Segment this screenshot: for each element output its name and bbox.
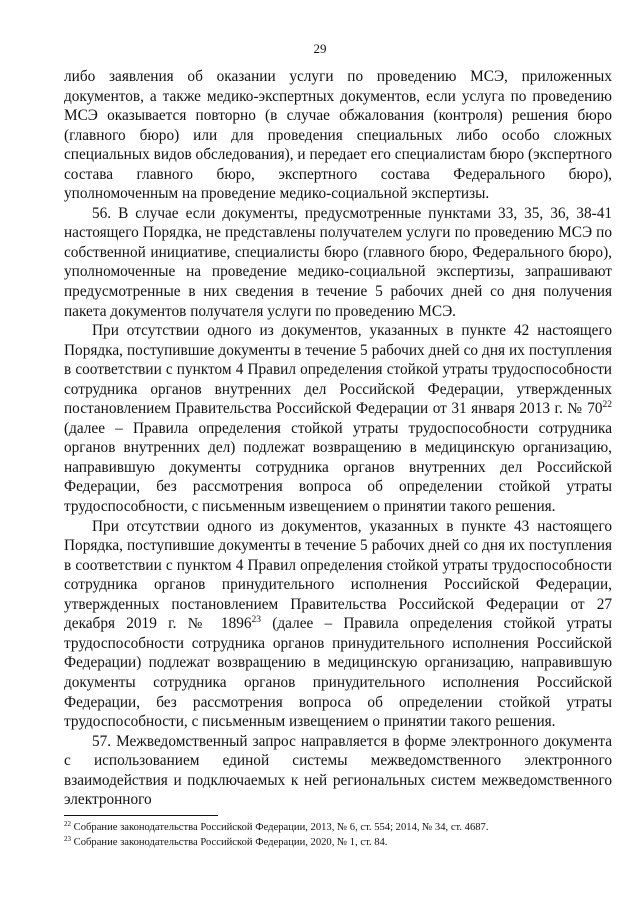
- footnotes: [64, 820, 612, 850]
- body-text: [64, 67, 612, 810]
- paragraph-57: 57. Межведомственный запрос направляется в форме электронного документа с использованием единой системы межведомственного электронного взаимодействия и подключаемых к ней региональных систем межведомственного электронного: [64, 732, 612, 809]
- paragraph-text: (далее – Правила определения стойкой утраты трудоспособности сотрудника органов внутренних дел) подлежат возвращению в медицинскую организацию, направившую документы сотрудника органов внутренних дел Российской Федерации, без рассмотрения вопроса об определении стойкой утраты трудоспособности, с письменным извещением о принятии такого решения.: [64, 419, 612, 516]
- paragraph-missing-doc-43: [64, 517, 612, 732]
- paragraph-continuation: либо заявления об оказании услуги по проведению МСЭ, приложенных документов, а также медико-экспертных документов, если услуга по проведению МСЭ оказывается повторно (в случае обжалования (контроля) решения бюро (главного бюро) или для проведения специальных либо особо сложных специальных видов обследования), и передает его специалистам бюро (экспертного состава главного бюро, экспертного состава Федерального бюро), уполномоченным на проведение медико-социальной экспертизы.: [64, 68, 612, 203]
- footnote-text: Собрание законодательства Российской Федерации, 2013, № 6, ст. 554; 2014, № 34, ст. 4687.: [71, 822, 489, 833]
- paragraph-text: При отсутствии одного из документов, указанных в пункте 42 настоящего Порядка, поступившие документы в течение 5 рабочих дней со дня их поступления в соответствии с пунктом 4 Правил определения стойкой утраты трудоспособности сотрудника органов внутренних дел Российской Федерации, утвержденных постановлением Правительства Российской Федерации от 31 января 2013 г. № 70: [64, 322, 612, 418]
- paragraph-text: (далее – Правила определения стойкой утраты трудоспособности сотрудника органов принудительного исполнения Российской Федерации) подлежат возвращению в медицинскую организацию, направившую документы сотрудника органов принудительного исполнения Российской Федерации, без рассмотрения вопроса об определении стойкой утраты трудоспособности, с письменным извещением о принятии такого решения.: [64, 615, 612, 731]
- footnote-23: [64, 835, 612, 850]
- footnote-separator: [64, 815, 218, 816]
- footnote-marker: 23: [64, 835, 71, 843]
- footnote-ref-22[interactable]: 22: [602, 400, 612, 411]
- footnote-22: [64, 820, 612, 835]
- paragraph-text: При отсутствии одного из документов, указанных в пункте 43 настоящего Порядка, поступившие документы в течение 5 рабочих дней со дня их поступления в соответствии с пунктом 4 Правил определения стойкой утраты трудоспособности сотрудника органов принудительного исполнения Российской Федерации, утвержденных постановлением Правительства Российской Федерации от 27 декабря 2019 г. № 1896: [64, 517, 612, 633]
- paragraph-missing-doc-42: [64, 321, 612, 516]
- paragraph-56: 56. В случае если документы, предусмотренные пунктами 33, 35, 36, 38-41 настоящего Порядка, не представлены получателем услуги по проведению МСЭ по собственной инициативе, специалисты бюро (главного бюро, Федерального бюро), уполномоченные на проведение медико-социальной экспертизы, запрашивают предусмотренные в них сведения в течение 5 рабочих дней со дня получения пакета документов получателя услуги по проведению МСЭ.: [64, 204, 612, 320]
- footnote-marker: 22: [64, 820, 71, 828]
- footnote-ref-23[interactable]: 23: [251, 615, 262, 626]
- page-number: 29: [313, 41, 327, 56]
- footnote-text: Собрание законодательства Российской Федерации, 2020, № 1, ст. 84.: [71, 837, 388, 848]
